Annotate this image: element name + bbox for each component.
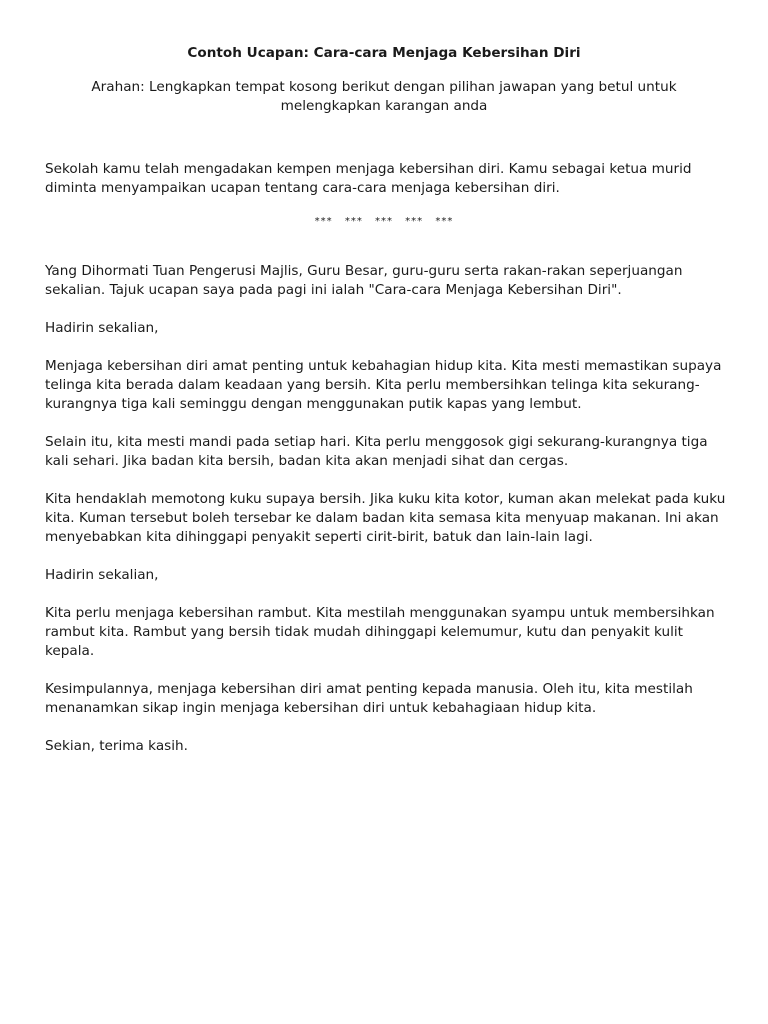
paragraph-bathing: Selain itu, kita mesti mandi pada setiap hari. Kita perlu menggosok gigi sekurang-kurangnya tiga kali sehari. Jika badan kita bersih, badan kita akan menjadi sihat dan cergas. — [45, 434, 708, 469]
section-divider: *** *** *** *** *** — [314, 216, 454, 227]
paragraph-nails: Kita hendaklah memotong kuku supaya bersih. Jika kuku kita kotor, kuman akan melekat pada kuku kita. Kuman tersebut boleh tersebar ke dalam badan kita semasa kita menyuap makanan. Ini akan menyebabkan kita dihinggapi penyakit seperti cirit-birit, batuk dan lain-lain lagi. — [45, 491, 726, 545]
paragraph-ear-hygiene: Menjaga kebersihan diri amat penting untuk kebahagian hidup kita. Kita mesti memastikan supaya telinga kita berada dalam keadaan yang bersih. Kita perlu membersihkan telinga kita sekurang-kurangnya tiga kali seminggu dengan menggunakan putik kapas yang lembut. — [45, 358, 722, 412]
document-title: Contoh Ucapan: Cara-cara Menjaga Kebersihan Diri — [187, 45, 581, 61]
paragraph-conclusion: Kesimpulannya, menjaga kebersihan diri amat penting kepada manusia. Oleh itu, kita mestilah menanamkan sikap ingin menjaga kebersihan diri untuk kebahagiaan hidup kita. — [45, 681, 693, 716]
paragraph-hair: Kita perlu menjaga kebersihan rambut. Kita mestilah menggunakan syampu untuk membersihkan rambut kita. Rambut yang bersih tidak mudah dihinggapi kelemumur, kutu dan penyakit kulit kepala. — [45, 605, 715, 659]
context-paragraph: Sekolah kamu telah mengadakan kempen menjaga kebersihan diri. Kamu sebagai ketua murid diminta menyampaikan ucapan tentang cara-cara menjaga kebersihan diri. — [45, 161, 692, 196]
paragraph-greeting: Yang Dihormati Tuan Pengerusi Majlis, Guru Besar, guru-guru serta rakan-rakan seperjuangan sekalian. Tajuk ucapan saya pada pagi ini ialah "Cara-cara Menjaga Kebersihan Diri". — [45, 263, 683, 298]
instructions-text: Arahan: Lengkapkan tempat kosong berikut dengan pilihan jawapan yang betul untuk melengkapkan karangan anda — [91, 79, 677, 114]
paragraph-salutation-1: Hadirin sekalian, — [45, 320, 159, 336]
paragraph-closing: Sekian, terima kasih. — [45, 738, 188, 754]
paragraph-salutation-2: Hadirin sekalian, — [45, 567, 159, 583]
